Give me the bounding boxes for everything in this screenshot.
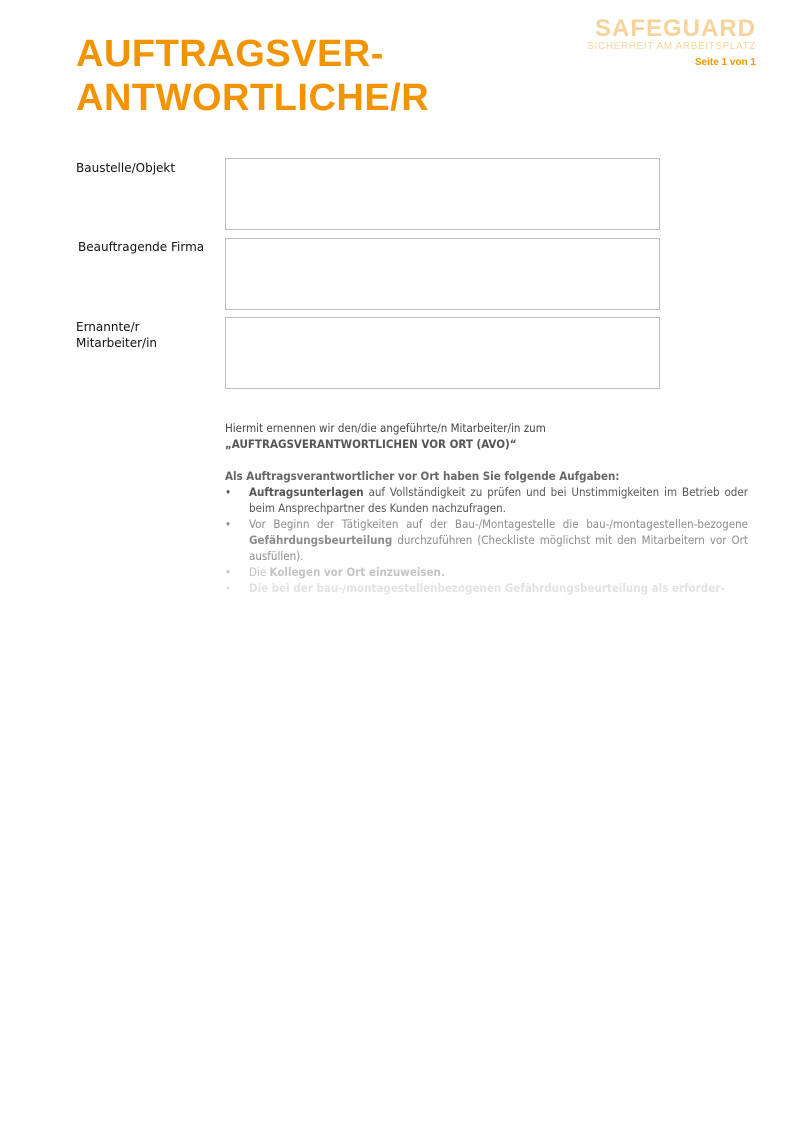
task-text: Die [249, 565, 270, 579]
page-indicator: Seite 1 von 1 [694, 57, 756, 68]
document-title [76, 32, 429, 120]
beauftragende-firma-field[interactable] [225, 238, 660, 310]
title-line-2: ANTWORTLICHE/R [76, 77, 430, 119]
logo-tagline: SICHERHEIT AM ARBEITSPLATZ [587, 41, 756, 52]
logo-wordmark: SAFEGUARD [594, 15, 756, 42]
ernannte-mitarbeiter-field[interactable] [225, 317, 660, 389]
label-baustelle-objekt: Baustelle/Objekt [76, 161, 176, 175]
body-text [225, 420, 748, 596]
task-keyword: Gefährdungsbeurteilung [249, 533, 393, 547]
appointment-text: Hiermit ernennen wir den/die angeführte/n Mitarbeiter/in zum [225, 421, 546, 435]
list-item [225, 516, 748, 564]
task-text: durchzuführen (Checkliste möglichst mit den Mitarbeitern vor Ort ausfüllen). [249, 533, 748, 563]
task-keyword: Kollegen vor Ort einzuweisen. [269, 565, 445, 579]
task-list [225, 484, 748, 596]
title-line-1: AUFTRAGSVER- [76, 33, 384, 75]
list-item [225, 580, 748, 596]
baustelle-objekt-field[interactable] [225, 158, 660, 230]
safeguard-logo [587, 16, 756, 52]
text-fade-overlay [225, 596, 755, 612]
task-text: Vor Beginn der Tätigkeiten auf der Bau-/Montagestelle die bau-/montagestellen-bezogene [249, 517, 748, 531]
label-beauftragende-firma: Beauftragende Firma [78, 240, 205, 254]
task-text: auf Vollständigkeit zu prüfen und bei Unstimmigkeiten im Betrieb oder beim Ansprechpartner des Kunden nachzufragen. [249, 485, 748, 515]
list-item [225, 484, 748, 516]
label-ernannte-mitarbeiter [76, 319, 157, 351]
task-keyword: Die bei der bau-/montagestellenbezogenen Gefährdungsbeurteilung als erforder- [249, 581, 725, 595]
label-line-2: Mitarbeiter/in [76, 336, 158, 350]
list-item [225, 564, 748, 580]
label-line-1: Ernannte/r [76, 320, 140, 334]
task-keyword: Auftragsunterlagen [249, 485, 364, 499]
tasks-heading: Als Auftragsverantwortlicher vor Ort haben Sie folgende Aufgaben: [225, 469, 620, 483]
appointment-title: „AUFTRAGSVERANTWORTLICHEN VOR ORT (AVO)“ [225, 437, 517, 451]
